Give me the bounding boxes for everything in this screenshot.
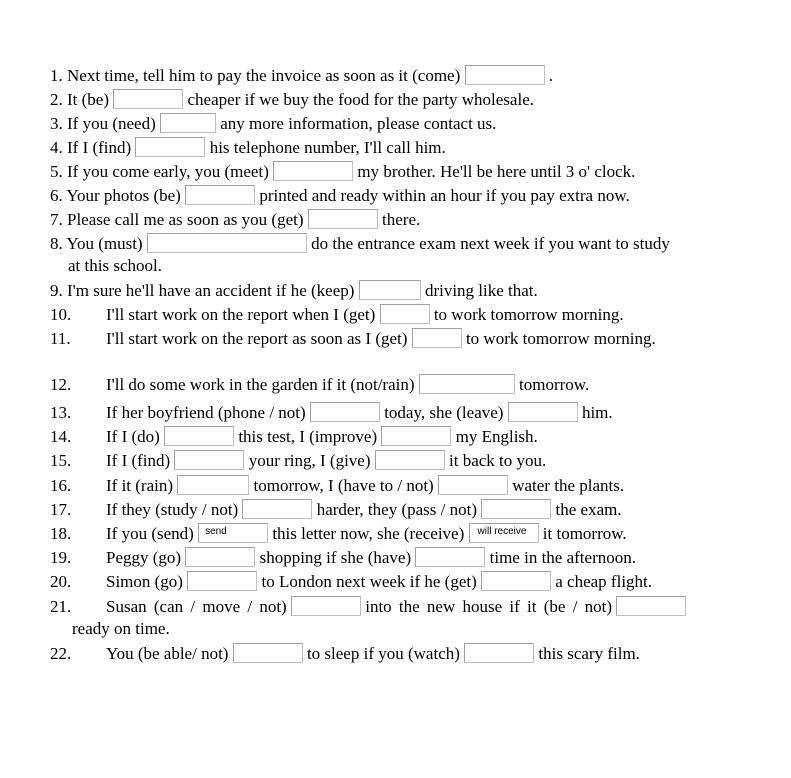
answer-input[interactable]	[438, 475, 508, 495]
answer-input[interactable]: send	[198, 523, 268, 543]
answer-input[interactable]	[464, 643, 534, 663]
answer-input[interactable]	[481, 499, 551, 519]
answer-input[interactable]	[160, 113, 216, 133]
answer-input[interactable]	[359, 280, 421, 300]
question-text: any more information, please contact us.	[220, 114, 497, 133]
question-text: If they (study / not)	[106, 500, 239, 519]
question-text: If you come early, you (meet)	[67, 162, 269, 181]
question-text: the exam.	[555, 500, 622, 519]
question-number: 16.	[50, 476, 72, 495]
question-number: 9.	[50, 281, 63, 300]
question-text: do the entrance exam next week if you want to study	[311, 234, 670, 253]
question-text: Simon (go)	[106, 572, 183, 591]
question-13	[50, 402, 613, 423]
question-22	[50, 643, 640, 664]
answer-input[interactable]	[310, 402, 380, 422]
answer-input[interactable]	[415, 547, 485, 567]
question-text: his telephone number, I'll call him.	[209, 138, 446, 157]
question-21-continued	[72, 619, 170, 639]
answer-input[interactable]	[508, 402, 578, 422]
answer-input[interactable]	[177, 475, 249, 495]
answer-input[interactable]	[616, 596, 686, 616]
question-8-continued	[68, 256, 162, 276]
question-17	[50, 499, 622, 520]
question-number: 19.	[50, 548, 72, 567]
question-text: it back to you.	[449, 451, 547, 470]
answer-input[interactable]	[375, 450, 445, 470]
question-3	[50, 113, 496, 134]
question-text: it tomorrow.	[542, 524, 627, 543]
question-number: 17.	[50, 500, 72, 519]
answer-input[interactable]	[113, 89, 183, 109]
question-number: 2.	[50, 90, 63, 109]
question-text: cheaper if we buy the food for the party wholesale.	[187, 90, 534, 109]
question-7	[50, 209, 420, 230]
question-number: 18.	[50, 524, 72, 543]
answer-input[interactable]	[135, 137, 205, 157]
question-text: my brother. He'll be here until 3 o' clock.	[357, 162, 636, 181]
question-number: 8.	[50, 234, 63, 253]
answer-input[interactable]	[380, 304, 430, 324]
question-16	[50, 475, 624, 496]
question-text: driving like that.	[424, 281, 538, 300]
question-text: You (must)	[66, 234, 143, 253]
answer-input[interactable]: will receive	[469, 523, 539, 543]
question-9	[50, 280, 538, 301]
question-number: 7.	[50, 210, 63, 229]
question-12	[50, 374, 589, 395]
question-text: Next time, tell him to pay the invoice as soon as it (come)	[67, 66, 461, 85]
answer-input[interactable]	[291, 596, 361, 616]
question-number: 5.	[50, 162, 63, 181]
question-text: If I (do)	[106, 427, 160, 446]
question-text: Your photos (be)	[66, 186, 181, 205]
question-number: 1.	[50, 66, 63, 85]
question-21	[50, 596, 686, 617]
question-text: If you (need)	[67, 114, 156, 133]
question-number: 3.	[50, 114, 63, 133]
question-10	[50, 304, 624, 325]
question-number: 14.	[50, 427, 72, 446]
question-number: 21.	[50, 597, 72, 616]
question-text: this letter now, she (receive)	[272, 524, 465, 543]
answer-input[interactable]	[233, 643, 303, 663]
question-number: 22.	[50, 644, 72, 663]
answer-input[interactable]	[164, 426, 234, 446]
question-text: a cheap flight.	[555, 572, 653, 591]
answer-input[interactable]	[273, 161, 353, 181]
question-18	[50, 523, 627, 544]
question-11	[50, 328, 656, 349]
question-text: I'll start work on the report as soon as I (get)	[106, 329, 408, 348]
question-text: this test, I (improve)	[238, 427, 378, 446]
question-text: your ring, I (give)	[248, 451, 371, 470]
answer-input[interactable]	[465, 65, 545, 85]
question-number: 10.	[50, 305, 72, 324]
question-text: You (be able/ not)	[106, 644, 229, 663]
question-6	[50, 185, 630, 206]
question-number: 12.	[50, 375, 72, 394]
question-number: 4.	[50, 138, 63, 157]
answer-input[interactable]	[381, 426, 451, 446]
question-text: It (be)	[67, 90, 110, 109]
answer-input[interactable]	[412, 328, 462, 348]
question-number: 11.	[50, 329, 71, 348]
question-text: If her boyfriend (phone / not)	[106, 403, 306, 422]
question-text: shopping if she (have)	[259, 548, 412, 567]
question-text: tomorrow.	[519, 375, 590, 394]
question-text: him.	[581, 403, 613, 422]
question-number: 20.	[50, 572, 72, 591]
question-19	[50, 547, 636, 568]
question-15	[50, 450, 546, 471]
question-text: there.	[382, 210, 421, 229]
answer-input[interactable]	[185, 185, 255, 205]
question-text: I'll do some work in the garden if it (not/rain)	[106, 375, 415, 394]
question-20	[50, 571, 652, 592]
question-text: today, she (leave)	[384, 403, 504, 422]
question-text: If it (rain)	[106, 476, 174, 495]
answer-input[interactable]	[242, 499, 312, 519]
question-number: 15.	[50, 451, 72, 470]
answer-input[interactable]	[147, 233, 307, 253]
question-text: to London next week if he (get)	[261, 572, 477, 591]
question-text: to work tomorrow morning.	[433, 305, 624, 324]
question-text: into the new house if it (be / not)	[365, 597, 613, 616]
question-text: my English.	[455, 427, 538, 446]
question-text: time in the afternoon.	[489, 548, 636, 567]
question-14	[50, 426, 538, 447]
question-text: If you (send)	[106, 524, 194, 543]
question-text: this scary film.	[538, 644, 640, 663]
question-text: If I (find)	[106, 451, 171, 470]
answer-input[interactable]	[185, 547, 255, 567]
question-text: at this school.	[68, 256, 162, 275]
question-text: Peggy (go)	[106, 548, 182, 567]
question-text: to sleep if you (watch)	[306, 644, 460, 663]
question-number: 13.	[50, 403, 72, 422]
question-1	[50, 65, 553, 86]
question-text: ready on time.	[72, 619, 170, 638]
answer-input[interactable]	[419, 374, 515, 394]
answer-input[interactable]	[481, 571, 551, 591]
answer-input[interactable]	[174, 450, 244, 470]
question-text: Please call me as soon as you (get)	[67, 210, 304, 229]
answer-input[interactable]	[187, 571, 257, 591]
question-5	[50, 161, 635, 182]
question-text: harder, they (pass / not)	[316, 500, 477, 519]
question-4	[50, 137, 446, 158]
question-text: to work tomorrow morning.	[465, 329, 656, 348]
question-text: Susan (can / move / not)	[106, 597, 287, 616]
question-text: printed and ready within an hour if you pay extra now.	[259, 186, 630, 205]
question-text: If I (find)	[67, 138, 132, 157]
question-8	[50, 233, 670, 254]
question-2	[50, 89, 534, 110]
question-number: 6.	[50, 186, 63, 205]
question-text: I'm sure he'll have an accident if he (keep)	[67, 281, 355, 300]
question-text: I'll start work on the report when I (get)	[106, 305, 376, 324]
answer-input[interactable]	[308, 209, 378, 229]
question-text: tomorrow, I (have to / not)	[253, 476, 434, 495]
question-text-end: .	[548, 66, 554, 85]
question-text: water the plants.	[512, 476, 625, 495]
